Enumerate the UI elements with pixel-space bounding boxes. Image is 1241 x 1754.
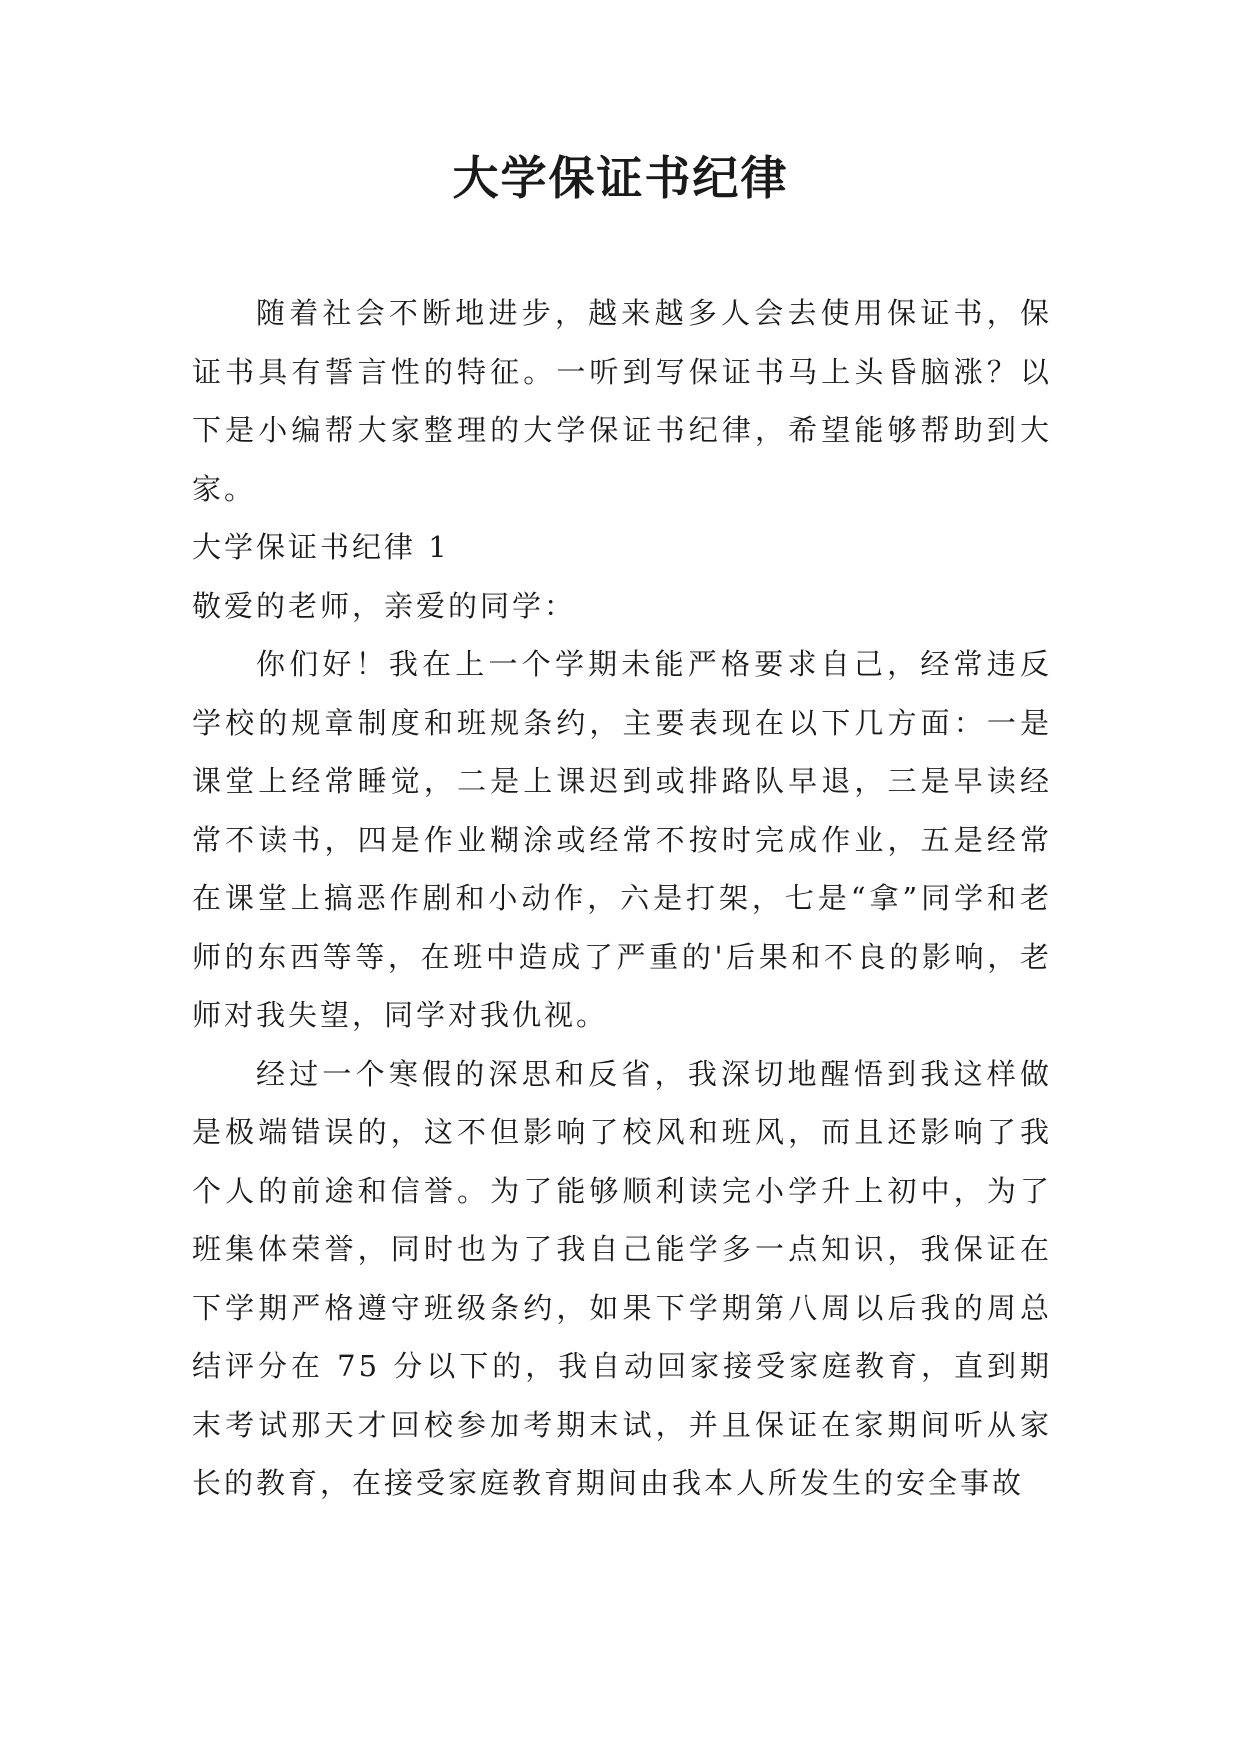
page-title: 大学保证书纪律	[452, 151, 789, 205]
body-paragraph-1: 你们好！我在上一个学期未能严格要求自己，经常违反学校的规章制度和班规条约，主要表现在以下几方面：一是课堂上经常睡觉，二是上课迟到或排路队早退，三是早读经常不读书，四是作业糊涂或经常不按时完成作业，五是经常在课堂上搞恶作剧和小动作，六是打架，七是“拿”同学和老师的东西等等，在班中造成了严重的'后果和不良的影响，老师对我失望，同学对我仇视。	[192, 647, 1052, 1032]
body-paragraph-2: 经过一个寒假的深思和反省，我深切地醒悟到我这样做是极端错误的，这不但影响了校风和班风，而且还影响了我个人的前途和信誉。为了能够顺利读完小学升上初中，为了班集体荣誉，同时也为了我自己能学多一点知识，我保证在下学期严格遵守班级条约，如果下学期第八周以后我的周总结评分在 75 分以下的，我自动回家接受家庭教育，直到期末考试那天才回校参加考期末试，并且保证在家期间听从家长的教育，在接受家庭教育期间由我本人所发生的安全事故	[192, 1056, 1052, 1500]
document-body	[192, 284, 1052, 1513]
intro-paragraph: 随着社会不断地进步，越来越多人会去使用保证书，保证书具有誓言性的特征。一听到写保证书马上头昏脑涨？以下是小编帮大家整理的大学保证书纪律，希望能够帮助到大家。	[192, 296, 1052, 506]
salutation: 敬爱的老师，亲爱的同学：	[192, 588, 577, 623]
section-heading: 大学保证书纪律 1	[192, 530, 450, 564]
